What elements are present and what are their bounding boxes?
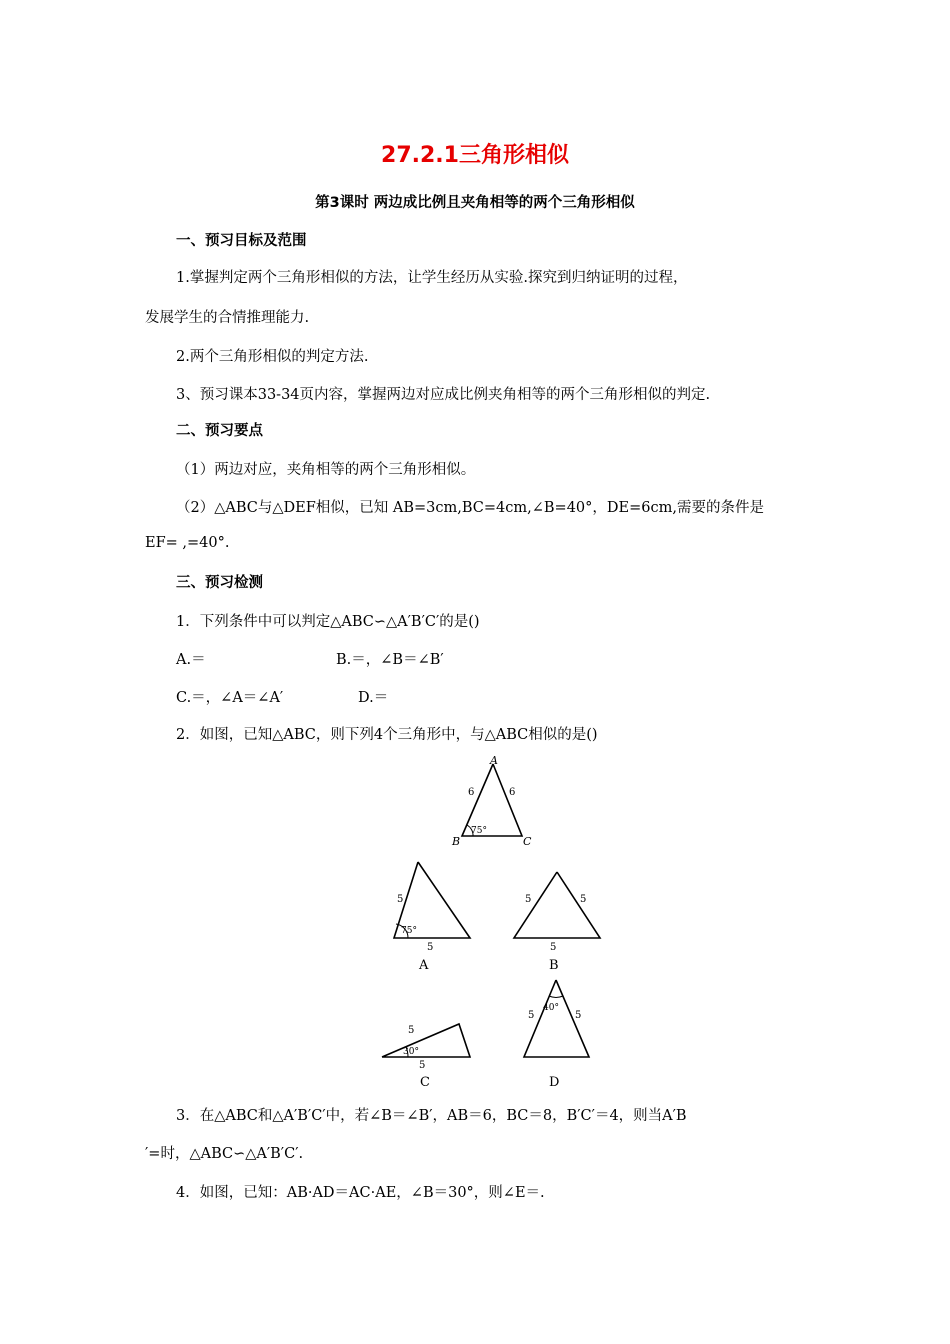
triangle-figure [370, 752, 620, 1092]
option-b-shape [514, 872, 600, 938]
option-d-side-1: 5 [528, 1010, 535, 1021]
option-d-label: D [549, 1075, 560, 1090]
option-c-label: C [420, 1075, 430, 1090]
option-d-angle-label: 40° [543, 1003, 559, 1013]
option-a-label: A [419, 958, 429, 973]
option-a-angle-label: 75° [401, 926, 417, 936]
main-angle-label: 75° [471, 826, 487, 836]
main-vertex-c: C [523, 835, 532, 848]
option-a-side-1: 5 [397, 894, 404, 905]
option-c-triangle [382, 1024, 470, 1090]
goal-item-2: 2.两个三角形相似的判定方法. [176, 349, 369, 365]
main-triangle [451, 754, 532, 848]
page-title: 27.2.1三角形相似 [381, 143, 569, 168]
goal-item-1-line-1: 1.掌握判定两个三角形相似的方法，让学生经历从实验.探究到归纳证明的过程， [176, 270, 688, 286]
section-heading-points: 二、预习要点 [176, 423, 263, 439]
question-1-option-b: B.＝，∠B＝∠B′ [336, 652, 444, 668]
option-c-side-2: 5 [419, 1060, 426, 1071]
option-d-side-2: 5 [575, 1010, 582, 1021]
option-d-triangle [524, 980, 589, 1090]
option-d-angle-arc [549, 996, 563, 997]
section-heading-goals: 一、预习目标及范围 [176, 233, 307, 249]
main-vertex-b: B [452, 835, 461, 848]
option-b-triangle [514, 872, 600, 973]
question-4: 4．如图，已知：AB·AD＝AC·AE，∠B＝30°，则∠E＝. [176, 1185, 545, 1201]
main-side-ac-label: 6 [509, 787, 516, 798]
option-c-side-1: 5 [408, 1025, 415, 1036]
goal-item-3: 3、预习课本33-34页内容，掌握两边对应成比例夹角相等的两个三角形相似的判定. [176, 387, 711, 403]
option-a-side-2: 5 [427, 942, 434, 953]
lesson-subtitle: 第3课时 两边成比例且夹角相等的两个三角形相似 [315, 195, 635, 211]
point-1: （1）两边对应，夹角相等的两个三角形相似。 [176, 462, 476, 478]
question-1-option-a: A.＝ [176, 652, 206, 668]
point-2-line-1: （2）△ABC与△DEF相似，已知 AB=3cm,BC=4cm,∠B=40°，DE=6cm,需要的条件是 [176, 500, 764, 516]
question-1: 1．下列条件中可以判定△ABC∽△A′B′C′的是() [176, 614, 480, 630]
option-c-angle-label: 30° [403, 1047, 419, 1057]
question-2: 2．如图，已知△ABC，则下列4个三角形中，与△ABC相似的是() [176, 727, 598, 743]
question-1-option-c: C.＝，∠A＝∠A′ [176, 690, 284, 706]
question-3-line-1: 3．在△ABC和△A′B′C′中，若∠B＝∠B′，AB＝6，BC＝8，B′C′＝4，则当A′B [176, 1108, 687, 1124]
main-side-ab-label: 6 [468, 787, 475, 798]
question-3-line-2: ′=时，△ABC∽△A′B′C′. [145, 1146, 304, 1162]
main-vertex-a: A [490, 754, 498, 767]
option-b-side-1: 5 [525, 894, 532, 905]
option-a-triangle [394, 862, 470, 973]
section-heading-check: 三、预习检测 [176, 575, 263, 591]
option-b-side-3: 5 [550, 942, 557, 953]
option-b-side-2: 5 [580, 894, 587, 905]
point-2-line-2: EF= ,=40°. [145, 535, 230, 551]
goal-item-1-line-2: 发展学生的合情推理能力. [145, 310, 310, 326]
option-c-shape [382, 1024, 470, 1057]
question-1-option-d: D.＝ [358, 690, 389, 706]
option-b-label: B [549, 958, 559, 973]
